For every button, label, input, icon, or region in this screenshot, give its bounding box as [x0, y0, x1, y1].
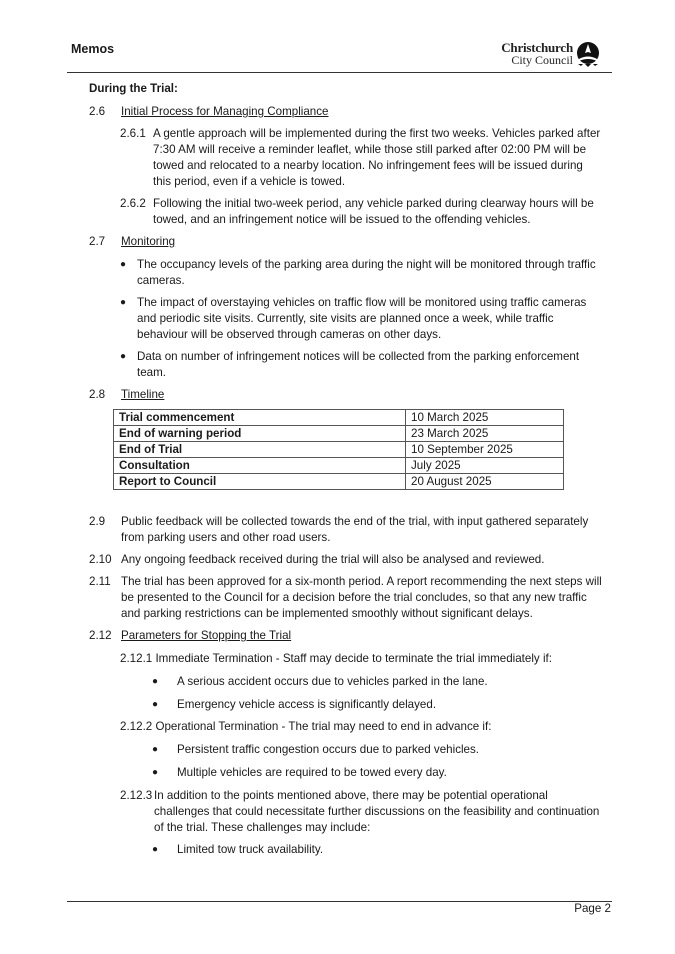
footer-rule — [67, 901, 612, 902]
page-header — [0, 0, 675, 76]
section-title: Parameters for Stopping the Trial — [121, 629, 292, 642]
paragraph-line: challenges that could necessitate further discussions on the feasibility and continuation — [154, 805, 600, 818]
council-logo — [497, 41, 601, 69]
cathedral-logo-icon — [575, 41, 601, 67]
paragraph — [153, 126, 613, 190]
bullet-item — [137, 257, 613, 289]
table-cell-label: End of Trial — [114, 442, 406, 458]
paragraph — [153, 196, 613, 228]
paragraph-line: team. — [137, 366, 166, 379]
paragraph-line: from parking users and other road users. — [121, 531, 331, 544]
header-rule — [67, 72, 612, 73]
bullet-dot: ● — [152, 744, 159, 755]
bullet-dot: ● — [120, 259, 127, 270]
logo-line1: Christchurch — [501, 40, 573, 55]
logo-line2: City Council — [511, 53, 573, 67]
section-title: Monitoring — [121, 235, 176, 248]
bullet-dot: ● — [152, 767, 159, 778]
paragraph-line: of the trial. These challenges may include: — [154, 821, 371, 834]
table-cell-value: 10 September 2025 — [406, 442, 564, 458]
paragraph-line: Any ongoing feedback received during the trial will also be analysed and reviewed. — [121, 553, 545, 566]
section-title: Timeline — [121, 388, 165, 401]
bullet-dot: ● — [120, 351, 127, 362]
paragraph — [121, 514, 616, 546]
section-number: 2.10 — [89, 553, 112, 566]
header-title: Memos — [71, 42, 115, 56]
paragraph — [121, 574, 616, 622]
page-number: Page 2 — [574, 902, 611, 915]
table-row — [114, 426, 564, 442]
paragraph-line: Following the initial two-week period, any vehicle parked during clearway hours will be — [153, 197, 594, 210]
paragraph-line: and periodic site visits. Currently, site visits are planned once a week, while traffic — [137, 312, 554, 325]
bullet-item: A serious accident occurs due to vehicles parked in the lane. — [177, 675, 488, 688]
paragraph-line: The occupancy levels of the parking area during the night will be monitored through traffic — [137, 258, 596, 271]
bullet-dot: ● — [120, 297, 127, 308]
paragraph-line: and parking restrictions can be implemented smoothly without significant delays. — [121, 607, 533, 620]
paragraph — [154, 788, 614, 836]
section-number: 2.9 — [89, 515, 106, 528]
paragraph-line: 7:30 AM will receive a reminder leaflet, while those still parked after 02:00 PM will be — [153, 143, 587, 156]
paragraph-line: In addition to the points mentioned above, there may be potential operational — [154, 789, 548, 802]
table-row — [114, 458, 564, 474]
table-row — [114, 442, 564, 458]
section-number: 2.7 — [89, 235, 106, 248]
table-cell-label: End of warning period — [114, 426, 406, 442]
table-cell-label: Trial commencement — [114, 410, 406, 426]
paragraph-line: A gentle approach will be implemented during the first two weeks. Vehicles parked after — [153, 127, 601, 140]
table-cell-value: 23 March 2025 — [406, 426, 564, 442]
subsection-number: 2.12.3 — [120, 789, 153, 802]
section-number: 2.6 — [89, 105, 106, 118]
paragraph-line: towed and relocated to a nearby location. No infringement fees will be issued during — [153, 159, 583, 172]
bullet-dot: ● — [152, 676, 159, 687]
table-cell-label: Consultation — [114, 458, 406, 474]
bullet-item — [137, 349, 613, 381]
paragraph-line: Public feedback will be collected towards the end of the trial, with input gathered separately — [121, 515, 589, 528]
paragraph-line: cameras. — [137, 274, 185, 287]
paragraph-line: this period, even if a vehicle is towed. — [153, 175, 346, 188]
paragraph-line: The impact of overstaying vehicles on traffic flow will be monitored using traffic cameras — [137, 296, 587, 309]
bullet-item: Limited tow truck availability. — [177, 843, 324, 856]
paragraph-line: be presented to the Council for a decision before the trial concludes, so that any new traffic — [121, 591, 587, 604]
paragraph-line: behaviour will be observed through cameras on other days. — [137, 328, 442, 341]
section-number: 2.11 — [89, 575, 111, 588]
bullet-dot: ● — [152, 699, 159, 710]
section-number: 2.8 — [89, 388, 106, 401]
table-row — [114, 410, 564, 426]
paragraph-line: The trial has been approved for a six-month period. A report recommending the next steps will — [121, 575, 602, 588]
paragraph — [121, 552, 616, 568]
table-cell-value: 10 March 2025 — [406, 410, 564, 426]
table-cell-label: Report to Council — [114, 474, 406, 490]
bullet-item: Emergency vehicle access is significantly delayed. — [177, 698, 437, 711]
table-cell-value: July 2025 — [406, 458, 564, 474]
bullet-item — [137, 295, 613, 343]
bullet-item: Persistent traffic congestion occurs due to parked vehicles. — [177, 743, 480, 756]
subsection-paragraph: 2.12.2 Operational Termination - The trial may need to end in advance if: — [120, 720, 492, 733]
table-row — [114, 474, 564, 490]
section-heading: During the Trial: — [89, 82, 178, 95]
section-title: Initial Process for Managing Compliance — [121, 105, 329, 118]
subsection-number: 2.6.2 — [120, 197, 146, 210]
paragraph-line: towed, and an infringement notice will be issued to the offending vehicles. — [153, 213, 531, 226]
table-cell-value: 20 August 2025 — [406, 474, 564, 490]
paragraph-line: Data on number of infringement notices will be collected from the parking enforcement — [137, 350, 580, 363]
subsection-number: 2.6.1 — [120, 127, 146, 140]
bullet-dot: ● — [152, 844, 159, 855]
timeline-table — [113, 409, 564, 490]
logo-text — [501, 41, 573, 67]
bullet-item: Multiple vehicles are required to be towed every day. — [177, 766, 447, 779]
section-number: 2.12 — [89, 629, 112, 642]
subsection-paragraph: 2.12.1 Immediate Termination - Staff may decide to terminate the trial immediately if: — [120, 652, 552, 665]
